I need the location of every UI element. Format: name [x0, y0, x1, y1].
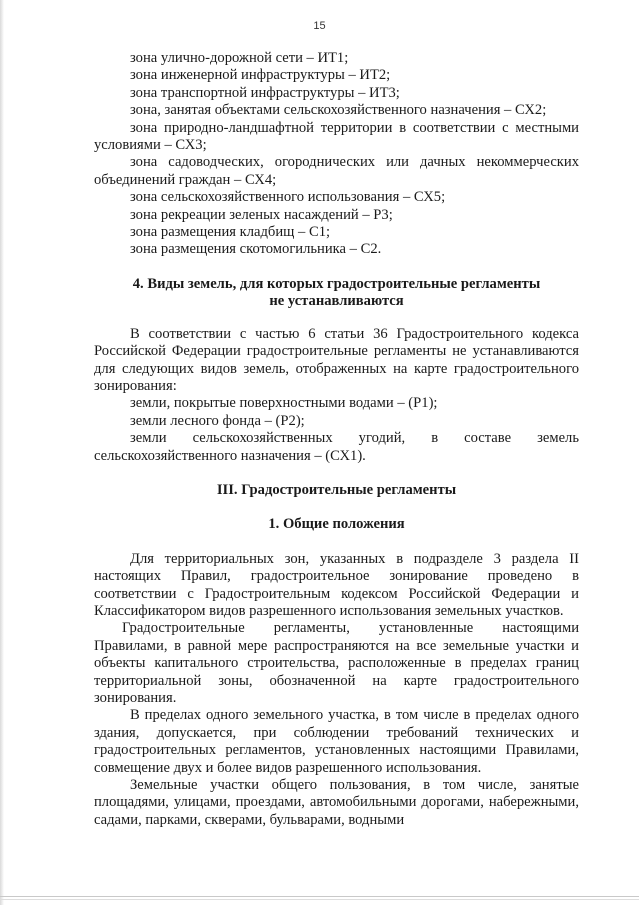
zone-list-item: зона садоводческих, огороднических или дачных некоммерческих объединений граждан – СХ4;	[94, 154, 579, 188]
section-4-intro: В соответствии с частью 6 статьи 36 Градостроительного кодекса Российской Федерации градостроительные регламенты не устанавливаются для следующих видов земель, отображенных на карте градостроительного зонирования:	[94, 325, 579, 394]
subsection-1-heading: 1. Общие положения	[268, 516, 405, 533]
zone-list-item: зона сельскохозяйственного использования – СХ5;	[130, 189, 446, 206]
zone-list-item: зона инженерной инфраструктуры – ИТ2;	[130, 67, 391, 84]
body-paragraph: В пределах одного земельного участка, в том числе в пределах одного здания, допускается, при соблюдении требований технических и градостроительных регламентов, установленных настоящими Правилами, совмещение двух и более видов разрешенного использования.	[94, 707, 579, 776]
spacer	[94, 311, 579, 326]
scan-artifact-line	[0, 899, 639, 900]
land-type-item: земли сельскохозяйственных угодий, в составе земель сельскохозяйственного назначения – (СХ1).	[94, 430, 579, 464]
spacer	[94, 259, 579, 276]
zone-list-item: зона природно-ландшафтной территории в соответствии с местными условиями – СХ3;	[94, 119, 579, 154]
land-type-item: земли, покрытые поверхностными водами – (Р1);	[130, 395, 438, 412]
section-4	[94, 276, 579, 465]
body-paragraph: Градостроительные регламенты, установленные настоящими Правилами, в равной мере распространяются на все земельные участки и объекты капитального строительства, расположенные в пределах границ территориальной зоны, обозначенной на карте градостроительного зонирования.	[94, 620, 579, 706]
zone-list-item: зона рекреации зеленых насаждений – Р3;	[130, 206, 393, 223]
body-paragraph: Для территориальных зон, указанных в подразделе 3 раздела II настоящих Правил, градостроительное зонирование проведено в соответствии с Градостроительным кодексом Российской Федерации и Классификатором видов разрешенного использования земельных участков.	[94, 550, 579, 619]
scan-artifact-line	[0, 896, 639, 897]
part-3-heading: III. Градостроительные регламенты	[216, 481, 457, 498]
zone-list	[94, 50, 579, 259]
zone-list-item: зона размещения кладбищ – С1;	[130, 224, 331, 241]
subsection-1	[94, 516, 579, 829]
zone-list-item: зона транспортной инфраструктуры – ИТ3;	[130, 84, 400, 101]
land-type-item: земли лесного фонда – (Р2);	[130, 412, 305, 429]
section-4-heading-line-2: не устанавливаются	[269, 293, 404, 310]
scan-edge-shadow	[0, 0, 4, 905]
spacer	[94, 534, 579, 551]
spacer	[94, 499, 579, 516]
zone-list-item: зона улично-дорожной сети – ИТ1;	[130, 50, 349, 66]
zone-list-item: зона, занятая объектами сельскохозяйственного назначения – СХ2;	[130, 102, 547, 119]
page-number: 15	[313, 20, 326, 32]
section-4-heading-line-1: 4. Виды земель, для которых градостроительные регламенты	[132, 275, 541, 292]
page-content	[94, 50, 579, 829]
body-paragraph: Земельные участки общего пользования, в том числе, занятые площадями, улицами, проездами, автомобильными дорогами, набережными, садами, парками, скверами, бульварами, водными	[94, 777, 579, 828]
zone-list-item: зона размещения скотомогильника – С2.	[130, 241, 382, 258]
spacer	[94, 465, 579, 482]
